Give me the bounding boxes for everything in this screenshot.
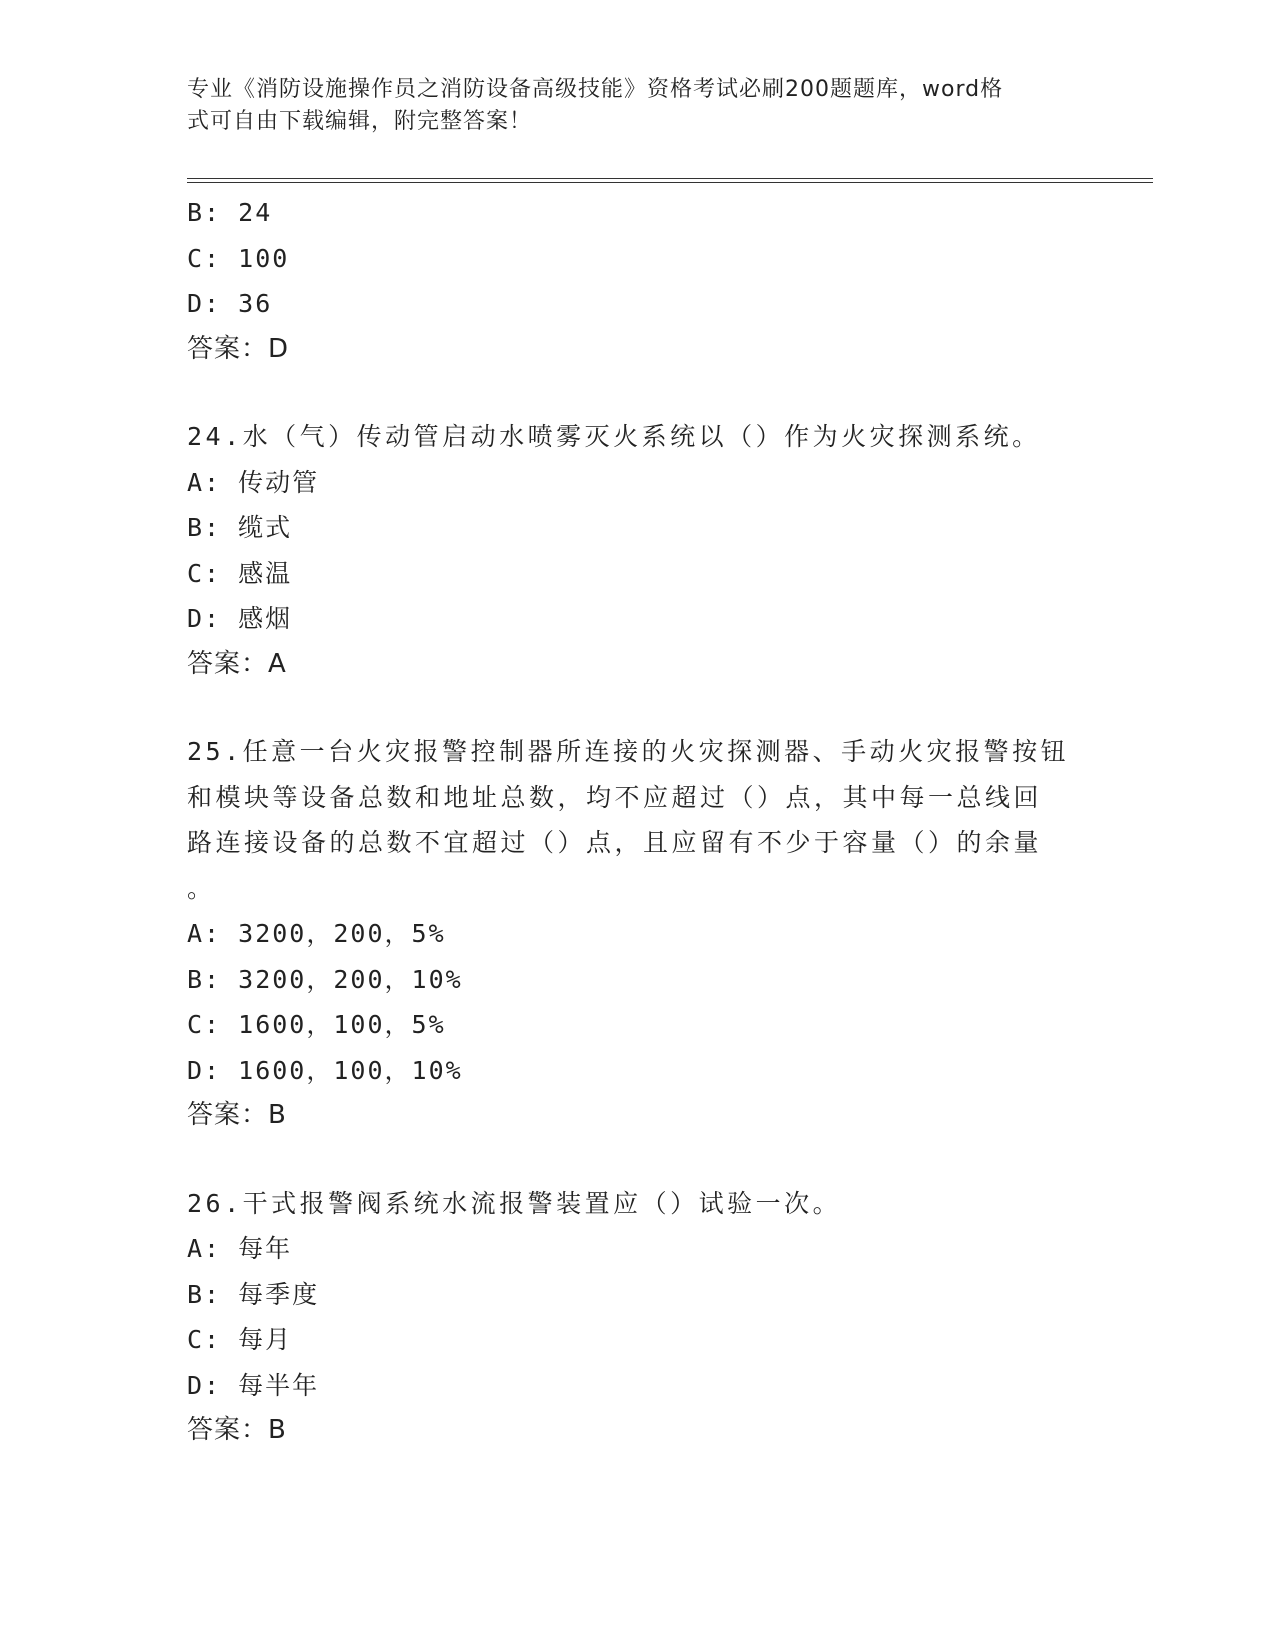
question-text: 24.水（气）传动管启动水喷雾灭火系统以（）作为火灾探测系统。 <box>187 422 1041 451</box>
option-c: C: 每月 <box>187 1325 293 1354</box>
option-d: D: 每半年 <box>187 1370 320 1400</box>
header-line-1: 专业《消防设施操作员之消防设备高级技能》资格考试必刷200题题库，word格 <box>187 77 1004 102</box>
question-23-continued <box>187 190 1087 372</box>
option-a: A: 每年 <box>187 1234 293 1263</box>
option-b: B: 每季度 <box>187 1279 320 1309</box>
option-c: C: 100 <box>187 243 290 273</box>
answer: 答案：D <box>187 333 290 364</box>
question-text: 26.干式报警阀系统水流报警装置应（）试验一次。 <box>187 1188 842 1218</box>
answer: 答案：A <box>187 648 287 679</box>
option-b: B: 3200，200，10% <box>187 964 463 994</box>
answer: 答案：B <box>187 1415 287 1445</box>
option-c: C: 感温 <box>187 558 293 588</box>
question-list <box>187 190 1087 1454</box>
question-24 <box>187 414 1087 687</box>
option-a: A: 3200，200，5% <box>187 919 446 948</box>
header-divider-top <box>187 178 1153 179</box>
question-text-line-4: 。 <box>187 873 216 903</box>
answer: 答案：B <box>187 1100 287 1130</box>
option-c: C: 1600，100，5% <box>187 1010 446 1039</box>
header-divider-bottom <box>187 182 1153 183</box>
option-a: A: 传动管 <box>187 467 320 497</box>
document-header <box>187 74 1067 138</box>
option-d: D: 36 <box>187 289 273 318</box>
question-26 <box>187 1181 1087 1454</box>
question-text-line-2: 和模块等设备总数和地址总数，均不应超过（）点，其中每一总线回 <box>187 782 1043 812</box>
option-b: B: 24 <box>187 198 273 227</box>
question-text-line-3: 路连接设备的总数不宜超过（）点，且应留有不少于容量（）的余量 <box>187 828 1043 857</box>
question-text-line-1: 25.任意一台火灾报警控制器所连接的火灾探测器、手动火灾报警按钮 <box>187 737 1070 766</box>
option-d: D: 感烟 <box>187 604 293 633</box>
header-line-2: 式可自由下载编辑，附完整答案！ <box>187 109 533 134</box>
option-d: D: 1600，100，10% <box>187 1055 463 1085</box>
question-25 <box>187 729 1087 1139</box>
option-b: B: 缆式 <box>187 513 293 542</box>
